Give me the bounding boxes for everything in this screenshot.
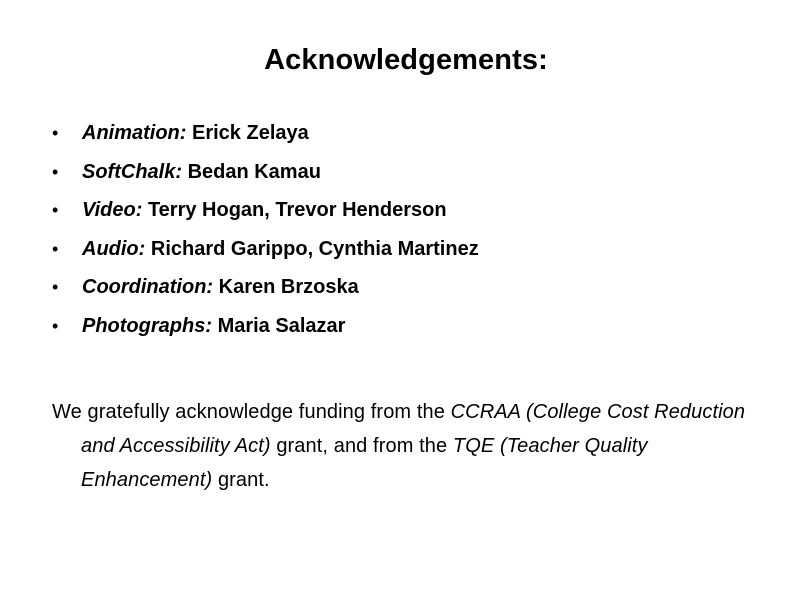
credit-item-video: [52, 192, 772, 231]
funding-text: grant, and from the: [270, 435, 453, 457]
credit-role: Photographs:: [82, 314, 212, 337]
grant-name-tqe: TQE (Teacher Quality Enhancement): [81, 435, 648, 491]
credit-body: [82, 115, 309, 151]
credit-body: [82, 154, 321, 190]
credit-names: Maria Salazar: [217, 314, 346, 337]
credit-body: [82, 308, 345, 344]
bullet: •: [52, 200, 59, 220]
credit-names: Terry Hogan, Trevor Henderson: [147, 199, 447, 221]
credit-role: SoftChalk:: [82, 160, 182, 183]
bullet: •: [52, 277, 59, 297]
bullet: •: [52, 315, 59, 336]
credit-role: Video:: [82, 199, 143, 221]
credits-list: [52, 115, 772, 346]
credit-names: Erick Zelaya: [192, 122, 309, 144]
bullet: •: [52, 161, 59, 182]
credit-item-animation: [52, 115, 772, 154]
credit-item-softchalk: [52, 154, 772, 193]
credit-body: [82, 231, 479, 267]
slide-title: Acknowledgements:: [264, 44, 548, 76]
credit-names: Richard Garippo, Cynthia Martinez: [150, 237, 479, 260]
credit-item-audio: [52, 231, 772, 270]
credit-names: Bedan Kamau: [187, 160, 321, 183]
funding-text: We gratefully acknowledge funding from the: [52, 401, 451, 423]
funding-text: grant.: [212, 469, 270, 491]
credit-role: Coordination:: [82, 276, 214, 298]
credit-body: [82, 269, 359, 305]
credit-body: [82, 192, 447, 228]
credit-role: Audio:: [82, 237, 146, 260]
grant-name-ccraa: CCRAA (College Cost Reduction and Accessibility Act): [81, 401, 746, 457]
credit-item-coordination: [52, 269, 772, 308]
bullet: •: [52, 123, 59, 143]
credit-names: Karen Brzoska: [218, 276, 359, 298]
credit-role: Animation:: [82, 122, 187, 144]
credit-item-photographs: [52, 308, 772, 347]
bullet: •: [52, 238, 59, 259]
funding-acknowledgement: [52, 395, 771, 497]
